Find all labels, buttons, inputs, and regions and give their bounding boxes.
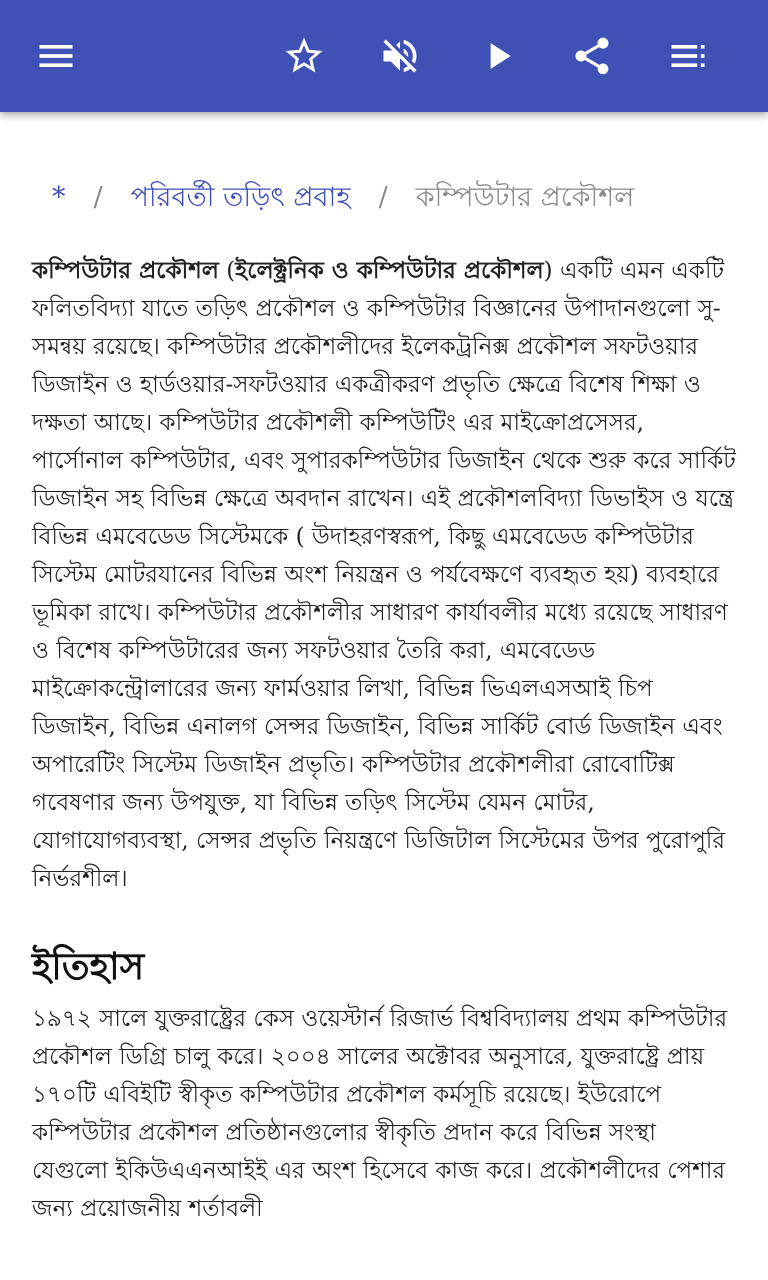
article-title-term: কম্পিউটার প্রকৌশল — [32, 257, 219, 284]
intro-paragraph — [32, 252, 738, 898]
playlist-icon — [666, 34, 710, 78]
article-alt-term: ইলেক্ট্রনিক ও কম্পিউটার প্রকৌশল — [235, 257, 544, 284]
intro-text: ) একটি এমন একটি ফলিতবিদ্যা যাতে তড়িৎ প্রকৌশল ও কম্পিউটার বিজ্ঞানের উপাদানগুলো সু-সমন্বয় রয়েছে। কম্পিউটার প্রকৌশলীদের ইলেকট্রনিক্স প্রকৌশল সফটওয়ার ডিজাইন ও হার্ডওয়ার-সফটওয়ার একত্রীকরণ প্রভৃতি ক্ষেত্রে বিশেষ শিক্ষা ও দক্ষতা আছে। কম্পিউটার প্রকৌশলী কম্পিউটিং এর মাইক্রোপ্রসেসর, পার্সোনাল কম্পিউটার, এবং সুপারকম্পিউটার ডিজাইন থেকে শুরু করে সার্কিট ডিজাইন সহ বিভিন্ন ক্ষেত্রে অবদান রাখেন। এই প্রকৌশলবিদ্যা ডিভাইস ও যন্ত্রে বিভিন্ন এমবেডেড সিস্টেমকে ( উদাহরণস্বরূপ, কিছু এমবেডেড কম্পিউটার সিস্টেম মোটরযানের বিভিন্ন অংশ নিয়ন্ত্রন ও পর্যবেক্ষণে ব্যবহৃত হয়) ব্যবহারে ভূমিকা রাখে। কম্পিউটার প্রকৌশলীর সাধারণ কার্যাবলীর মধ্যে রয়েছে সাধারণ ও বিশেষ কম্পিউটারের জন্য সফটওয়ার তৈরি করা, এমবেডেড মাইক্রোকন্ট্রোলারের জন্য ফার্মওয়ার লিখা, বিভিন্ন ভিএলএসআই চিপ ডিজাইন, বিভিন্ন এনালগ সেন্সর ডিজাইন, বিভিন্ন সার্কিট বোর্ড ডিজাইন এবং অপারেটিং সিস্টেম ডিজাইন প্রভৃতি। কম্পিউটার প্রকৌশলীরা রোবোটিক্স গবেষণার জন্য উপযুক্ত, যা বিভিন্ন তড়িৎ সিস্টেম যেমন মোটর, যোগাযোগব্যবস্থা, সেন্সর প্রভৃতি নিয়ন্ত্রণে ডিজিটাল সিস্টেমের উপর পুরোপুরি নির্ভরশীল। — [32, 258, 736, 892]
share-icon — [570, 34, 614, 78]
mute-button[interactable] — [372, 28, 428, 84]
menu-icon — [34, 34, 78, 78]
breadcrumb-current: কম্পিউটার প্রকৌশল — [415, 182, 635, 213]
volume-off-icon — [378, 34, 422, 78]
star-outline-icon — [282, 34, 326, 78]
section-heading-history: ইতিহাস — [32, 944, 145, 988]
share-button[interactable] — [564, 28, 620, 84]
article-content — [0, 112, 768, 1280]
breadcrumb — [52, 176, 634, 220]
history-paragraph: ১৯৭২ সালে যুক্তরাষ্ট্রের কেস ওয়েস্টার্ন রিজার্ভ বিশ্ববিদ্যালয় প্রথম কম্পিউটার প্রকৌশল ডিগ্রি চালু করে। ২০০৪ সালের অক্টোবর অনুসারে, যুক্তরাষ্ট্রে প্রায় ১৭০টি এবিইটি স্বীকৃত কম্পিউটার প্রকৌশল কর্মসূচি রয়েছে। ইউরোপে কম্পিউটার প্রকৌশল প্রতিষ্ঠানগুলোর স্বীকৃতি প্রদান করে বিভিন্ন সংস্থা যেগুলো ইকিউএএনআইই এর অংশ হিসেবে কাজ করে। প্রকৌশলীদের পেশার জন্য প্রয়োজনীয় শর্তাবলী — [32, 1006, 728, 1222]
breadcrumb-separator: / — [93, 182, 103, 213]
breadcrumb-home-link[interactable]: * — [52, 182, 66, 213]
play-button[interactable] — [470, 28, 526, 84]
intro-paren: ( — [218, 258, 236, 284]
breadcrumb-parent-link[interactable]: পরিবর্তী তড়িৎ প্রবাহ — [130, 182, 351, 213]
menu-button[interactable] — [28, 28, 84, 84]
play-icon — [476, 34, 520, 78]
article-body — [32, 252, 738, 1228]
app-toolbar — [0, 0, 768, 112]
bookmark-button[interactable] — [276, 28, 332, 84]
contents-button[interactable] — [660, 28, 716, 84]
breadcrumb-separator: / — [378, 182, 388, 213]
